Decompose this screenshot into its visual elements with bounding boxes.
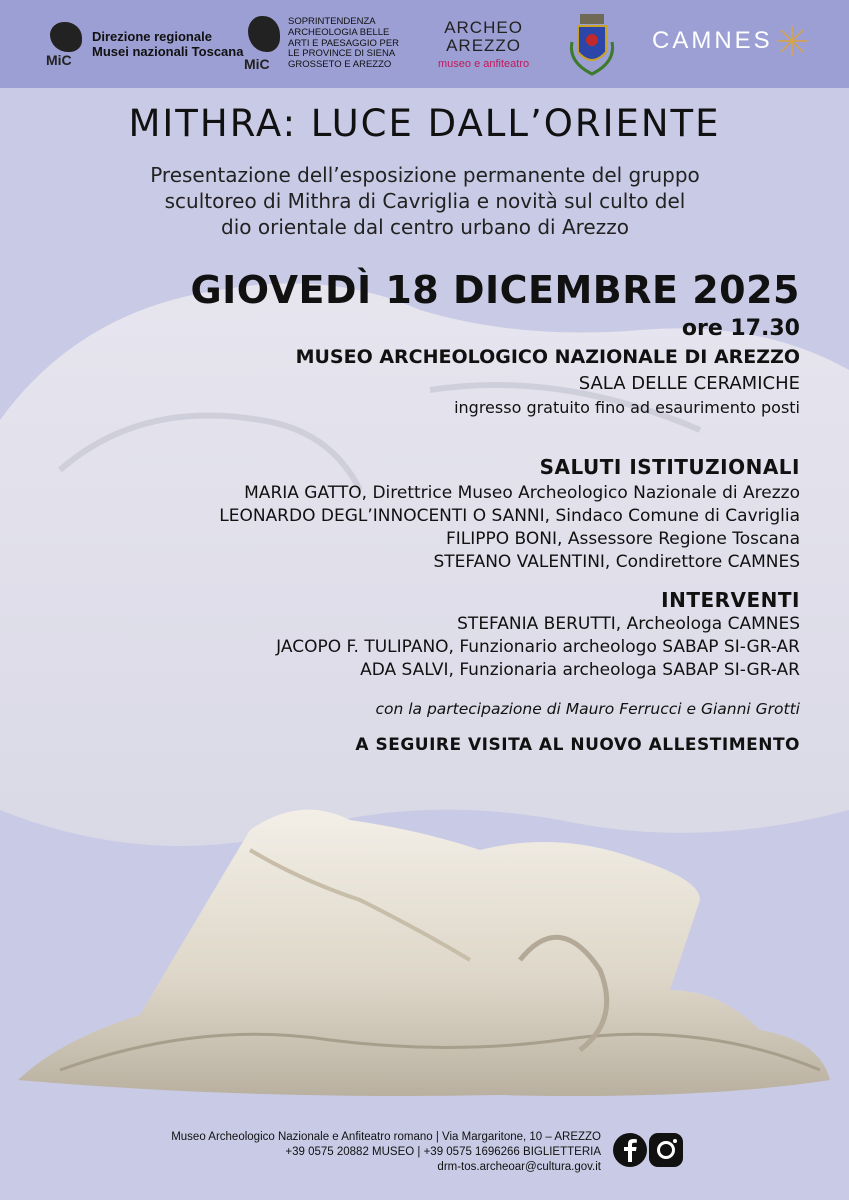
logo1-line2: Musei nazionali Toscana (92, 44, 244, 59)
camnes-logo (652, 24, 809, 58)
saluti-heading: SALUTI ISTITUZIONALI (539, 455, 800, 479)
mithra-sculpture-image (0, 790, 849, 1120)
visit-note: A SEGUIRE VISITA AL NUOVO ALLESTIMENTO (355, 735, 800, 755)
footer-address: Museo Archeologico Nazionale e Anfiteatro romano | Via Margaritone, 10 – AREZZO (171, 1131, 601, 1143)
saluti-item: LEONARDO DEGL’INNOCENTI O SANNI, Sindaco Comune di Cavriglia (219, 506, 800, 526)
event-entry-note: ingresso gratuito fino ad esaurimento posti (454, 398, 800, 417)
archeo-wordmark-top: ARCHEO (444, 18, 523, 37)
instagram-icon[interactable] (648, 1132, 684, 1168)
saluti-item: STEFANO VALENTINI, Condirettore CAMNES (433, 552, 800, 572)
interventi-heading: INTERVENTI (661, 588, 800, 612)
subtitle-line: Presentazione dell’esposizione permanente del gruppo (150, 163, 700, 187)
footer-contacts (171, 1130, 601, 1175)
interventi-item: ADA SALVI, Funzionaria archeologa SABAP SI-GR-AR (360, 660, 800, 680)
soprintendenza-logo (244, 16, 399, 72)
mic-emblem-icon: MiC (244, 16, 284, 72)
mic-direzione-logo (46, 22, 243, 68)
event-date: GIOVEDÌ 18 DICEMBRE 2025 (190, 268, 800, 312)
saluti-item: FILIPPO BONI, Assessore Regione Toscana (445, 529, 800, 549)
subtitle-line: scultoreo di Mithra di Cavriglia e novità sul culto del (164, 189, 686, 213)
logo1-line1: Direzione regionale (92, 29, 212, 45)
header-band (0, 0, 849, 88)
camnes-star-icon (775, 24, 809, 58)
logo2-line: LE PROVINCE DI SIENA (288, 48, 396, 60)
logo2-line: ARCHEOLOGIA BELLE (288, 26, 390, 38)
event-title: MITHRA: LUCE DALL’ORIENTE (128, 102, 721, 145)
archeo-wordmark-bottom: AREZZO (446, 36, 522, 55)
footer-phones: +39 0575 20882 MUSEO | +39 0575 1696266 BIGLIETTERIA (285, 1146, 601, 1158)
subtitle-line: dio orientale dal centro urbano di Arezzo (221, 215, 629, 239)
archeo-arezzo-logo (438, 18, 529, 70)
saluti-item: MARIA GATTO, Direttrice Museo Archeologico Nazionale di Arezzo (244, 483, 800, 503)
camnes-wordmark: CAMNES (652, 27, 773, 54)
event-room: SALA DELLE CERAMICHE (578, 373, 800, 394)
logo2-line: ARTI E PAESAGGIO PER (288, 37, 400, 49)
event-time: ore 17.30 (681, 316, 800, 341)
archeo-tagline: museo e anfiteatro (438, 58, 530, 70)
participation-note: con la partecipazione di Mauro Ferrucci e Gianni Grotti (375, 700, 800, 718)
interventi-item: STEFANIA BERUTTI, Archeologa CAMNES (457, 614, 800, 634)
interventi-item: JACOPO F. TULIPANO, Funzionario archeologo SABAP SI-GR-AR (276, 637, 800, 657)
mic-emblem-icon: MiC (46, 22, 86, 68)
footer-email[interactable]: drm-tos.archeoar@cultura.gov.it (437, 1161, 601, 1173)
logo2-line: GROSSETO E AREZZO (288, 59, 392, 71)
event-subtitle (60, 162, 790, 240)
municipal-crest-icon (566, 12, 618, 78)
event-venue: MUSEO ARCHEOLOGICO NAZIONALE DI AREZZO (295, 346, 800, 368)
logo2-line: SOPRINTENDENZA (288, 15, 376, 27)
facebook-icon[interactable] (612, 1132, 648, 1168)
